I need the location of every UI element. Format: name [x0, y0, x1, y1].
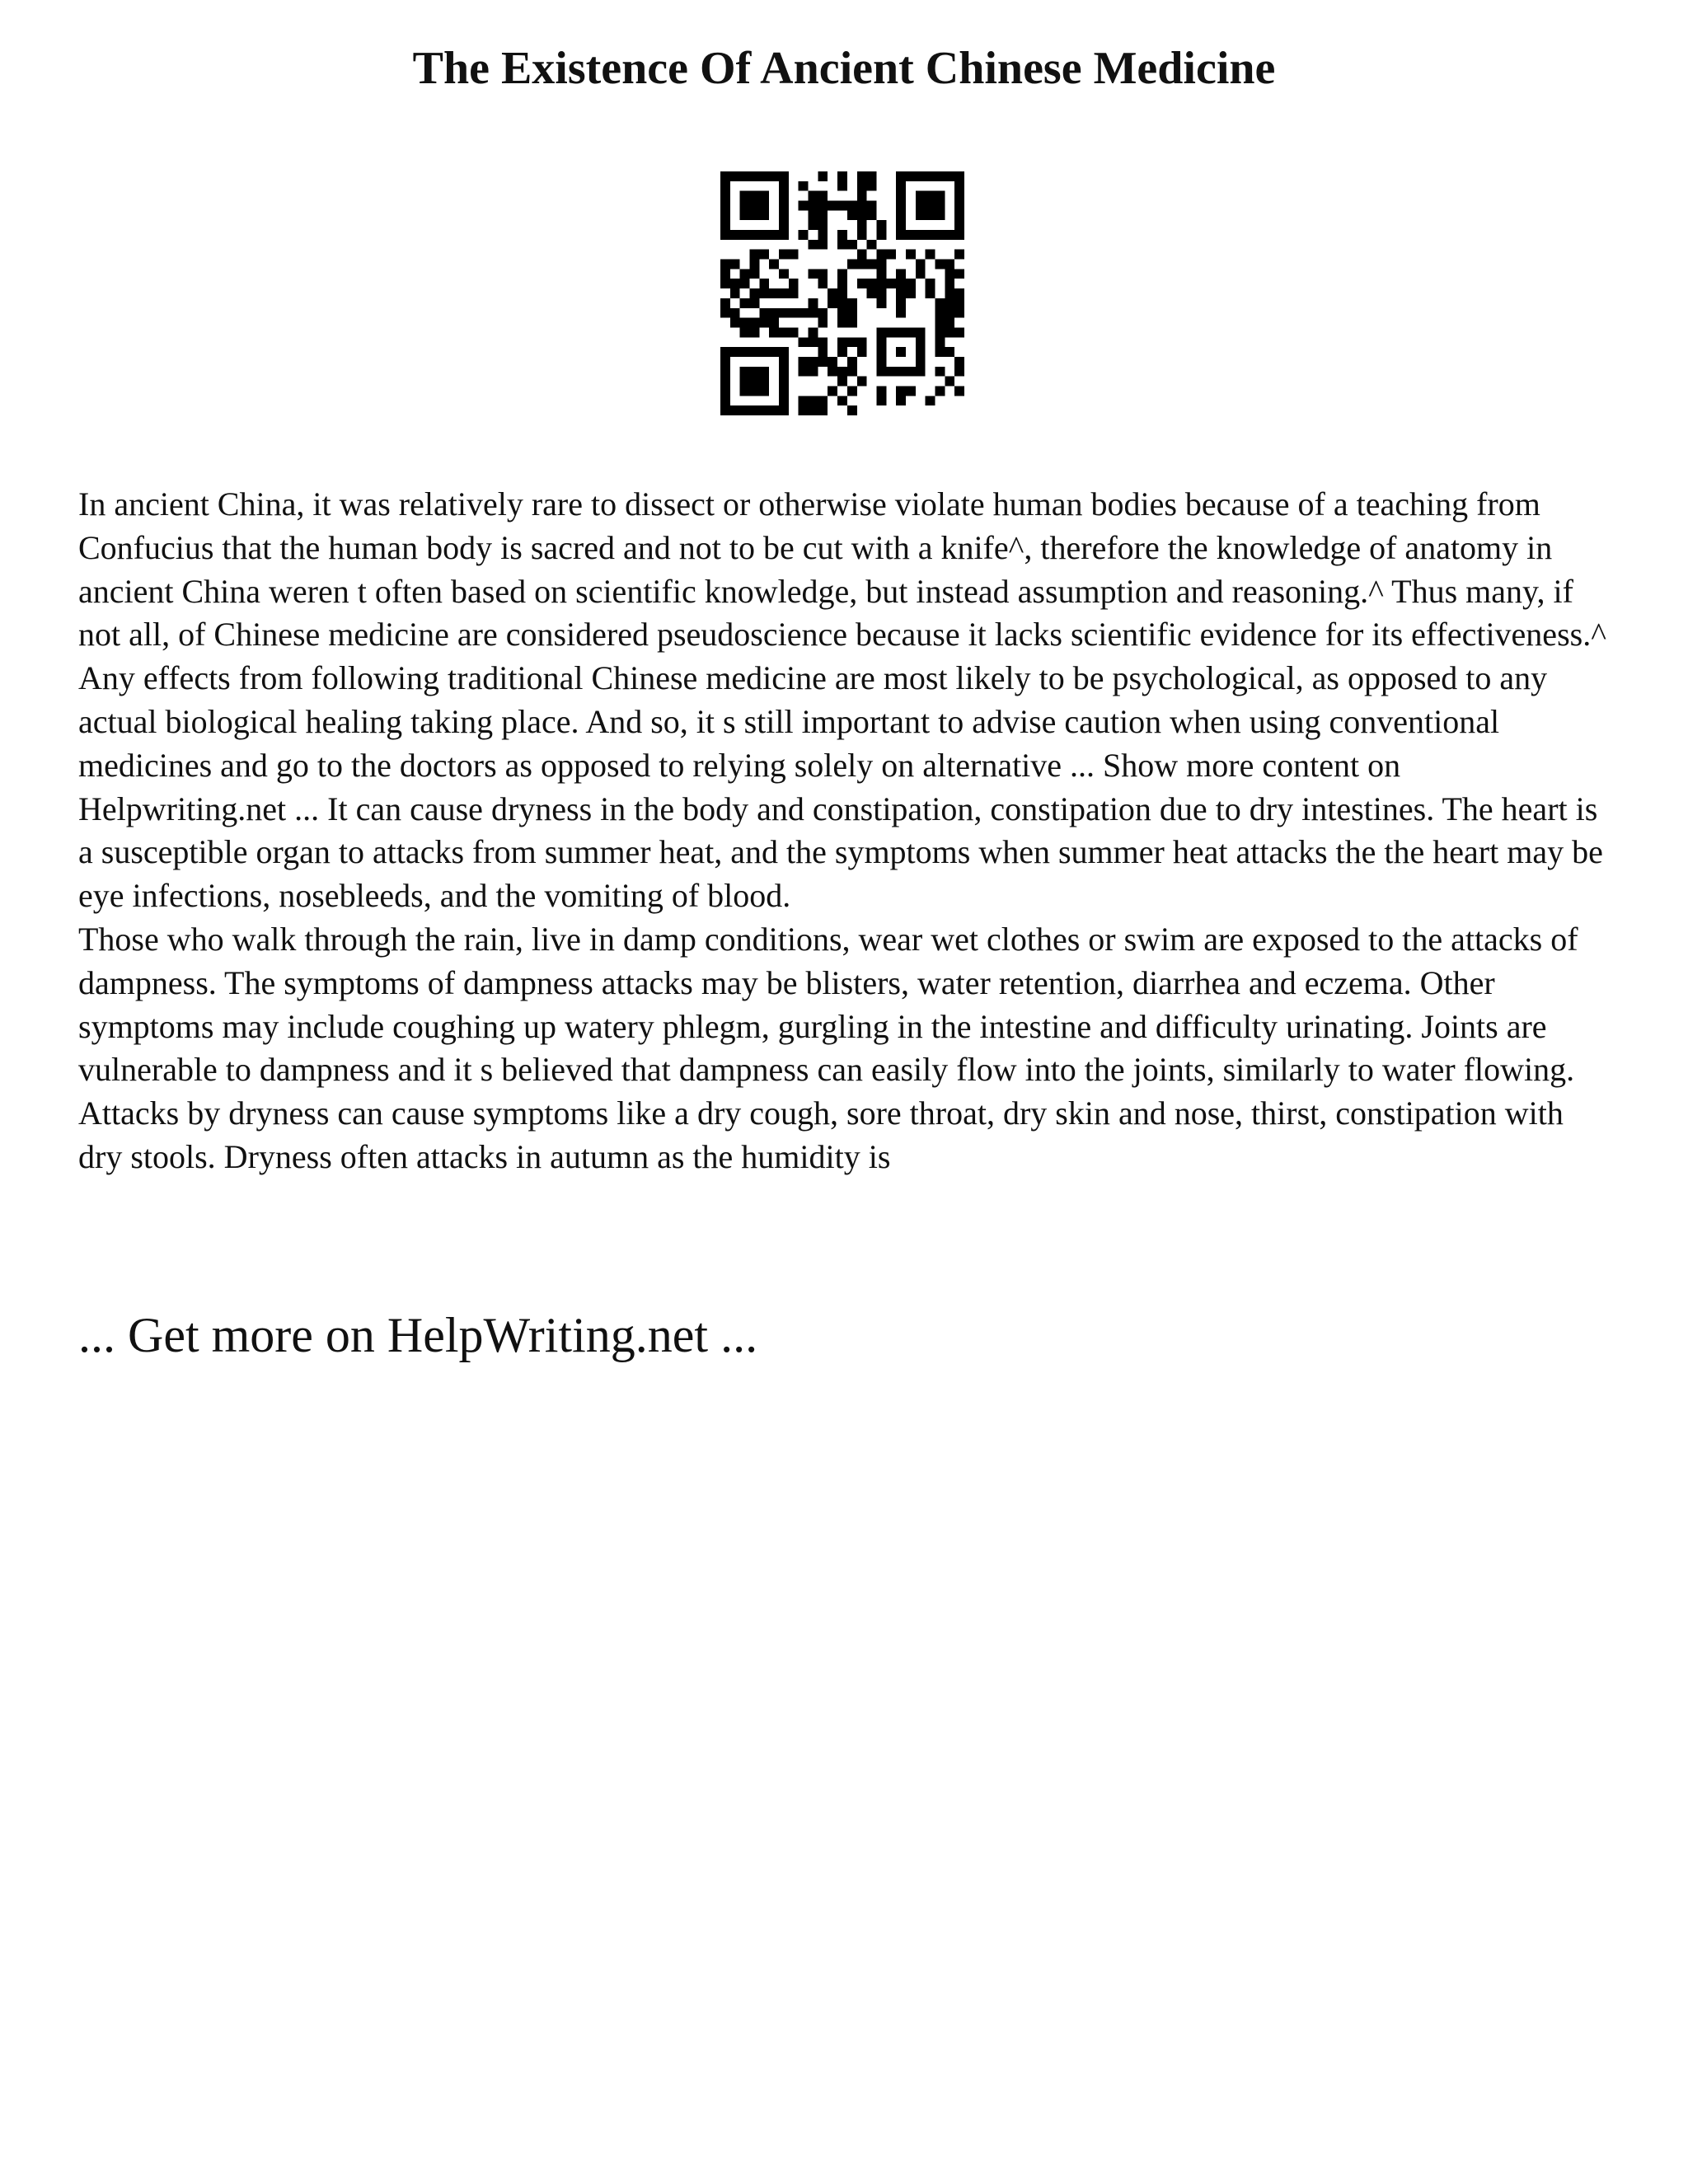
qr-module: [818, 171, 828, 181]
qr-module: [847, 357, 857, 367]
qr-module: [799, 308, 809, 318]
qr-module: [720, 308, 730, 318]
qr-module: [759, 250, 769, 260]
get-more-link[interactable]: ... Get more on HelpWriting.net ...: [78, 1308, 758, 1362]
qr-module: [847, 210, 857, 220]
qr-module: [818, 240, 828, 250]
qr-module: [837, 298, 847, 308]
qr-module: [730, 260, 740, 269]
qr-module: [916, 269, 926, 279]
qr-module: [945, 347, 954, 357]
qr-module: [847, 260, 857, 269]
qr-module: [779, 327, 789, 337]
qr-module: [857, 191, 867, 201]
qr-module: [926, 279, 935, 288]
qr-module: [779, 288, 789, 298]
qr-module: [837, 171, 847, 181]
qr-module: [809, 269, 818, 279]
qr-module: [867, 260, 877, 269]
page-title: The Existence Of Ancient Chinese Medicine: [412, 43, 1276, 94]
qr-module: [906, 279, 916, 288]
qr-module: [916, 260, 926, 269]
qr-module: [867, 288, 877, 298]
qr-module: [769, 260, 779, 269]
qr-module: [926, 396, 935, 405]
qr-module: [769, 308, 779, 318]
qr-module: [818, 279, 828, 288]
qr-module: [799, 337, 809, 347]
qr-module: [837, 269, 847, 279]
qr-module: [867, 171, 877, 181]
qr-module: [945, 288, 954, 298]
qr-module: [896, 396, 906, 405]
qr-module: [779, 269, 789, 279]
qr-module: [740, 279, 750, 288]
qr-module: [809, 405, 818, 415]
qr-module: [828, 201, 837, 211]
qr-module: [809, 220, 818, 230]
qr-module: [945, 269, 954, 279]
qr-module: [818, 308, 828, 318]
qr-module: [876, 279, 886, 288]
qr-module: [857, 201, 867, 211]
qr-module: [809, 337, 818, 347]
qr-module: [935, 386, 945, 396]
qr-module: [720, 279, 730, 288]
qr-module: [837, 230, 847, 240]
paragraph: Those who walk through the rain, live in damp conditions, wear wet clothes or swim are exposed to the attacks of dampness. The symptoms of dampness attacks may be blisters, water retention, diarrhea and eczema. Other symptoms may include coughing up watery phlegm, gurgling in the intestine and difficulty urinating. Joints are vulnerable to dampness and it s believed that dampness can easily flow into the joints, similarly to water flowing.: [78, 920, 1578, 1089]
qr-module: [876, 220, 886, 230]
qr-module: [809, 201, 818, 211]
qr-module: [769, 327, 779, 337]
qr-module: [954, 308, 964, 318]
qr-module: [847, 240, 857, 250]
qr-module: [945, 298, 954, 308]
qr-module: [750, 250, 760, 260]
qr-module: [896, 288, 906, 298]
qr-module: [857, 279, 867, 288]
qr-module: [818, 357, 828, 367]
qr-module: [867, 201, 877, 211]
qr-module: [750, 288, 760, 298]
qr-module: [954, 269, 964, 279]
qr-module: [828, 367, 837, 377]
qr-module: [740, 269, 750, 279]
qr-module: [818, 347, 828, 357]
qr-module: [818, 220, 828, 230]
qr-module: [847, 308, 857, 318]
qr-module: [818, 318, 828, 328]
qr-module: [799, 396, 809, 405]
qr-code-icon: [720, 171, 964, 415]
qr-module: [720, 260, 730, 269]
qr-module: [809, 357, 818, 367]
qr-module: [935, 367, 945, 377]
qr-module: [759, 318, 769, 328]
qr-module: [730, 288, 740, 298]
qr-module: [935, 260, 945, 269]
qr-module: [818, 405, 828, 415]
qr-module: [837, 396, 847, 405]
qr-module: [896, 386, 906, 396]
qr-module: [857, 337, 867, 347]
qr-module: [876, 386, 886, 396]
qr-module: [720, 298, 730, 308]
paragraph: In ancient China, it was relatively rare to dissect or otherwise violate human bodies because of a teaching from Confucius that the human body is sacred and not to be cut with a knife^, therefore the knowledge of anatomy in ancient China weren t often based on scientific knowledge, but instead assumption and reasoning.^ Thus many, if not all, of Chinese medicine are considered pseudoscience because it lacks scientific evidence for its effectiveness.^ Any effects from following traditional Chinese medicine are most likely to be psychological, as opposed to any actual biological healing taking place. And so, it s still important to advise caution when using conventional medicines and go to the doctors as opposed to relying solely on alternative ... Show more content on Helpwriting.net ... It can cause dryness in the body and constipation, constipation due to dry intestines. The heart is a susceptible organ to attacks from summer heat, and the symptoms when summer heat attacks the the heart may be eye infections, nosebleeds, and the vomiting of blood.: [78, 485, 1606, 915]
qr-module: [837, 288, 847, 298]
qr-module: [906, 250, 916, 260]
qr-module: [954, 357, 964, 367]
qr-module: [867, 240, 877, 250]
qr-module: [789, 288, 799, 298]
qr-module: [896, 269, 906, 279]
qr-module: [837, 347, 847, 357]
qr-module: [818, 269, 828, 279]
qr-module: [837, 308, 847, 318]
qr-module: [857, 347, 867, 357]
qr-module: [847, 337, 857, 347]
qr-module: [828, 357, 837, 367]
qr-module: [954, 327, 964, 337]
qr-module: [837, 367, 847, 377]
qr-module: [857, 377, 867, 387]
qr-module: [799, 367, 809, 377]
qr-module: [954, 386, 964, 396]
qr-module: [847, 318, 857, 328]
qr-module: [876, 260, 886, 269]
qr-module: [867, 181, 877, 191]
qr-module: [886, 250, 896, 260]
qr-module: [789, 279, 799, 288]
qr-module: [935, 298, 945, 308]
qr-module: [945, 377, 954, 387]
qr-module: [945, 327, 954, 337]
qr-module: [750, 318, 760, 328]
paragraph: Attacks by dryness can cause symptoms like a dry cough, sore throat, dry skin and nose, thirst, constipation with dry stools. Dryness often attacks in autumn as the humidity is: [78, 1094, 1564, 1175]
qr-module: [847, 367, 857, 377]
qr-module: [799, 357, 809, 367]
qr-module: [857, 250, 867, 260]
qr-module: [896, 298, 906, 308]
qr-module: [809, 298, 818, 308]
qr-module: [857, 260, 867, 269]
qr-module: [837, 240, 847, 250]
qr-module: [837, 377, 847, 387]
qr-module: [857, 230, 867, 240]
qr-module: [809, 240, 818, 250]
qr-module: [935, 308, 945, 318]
qr-module: [876, 396, 886, 405]
qr-module: [750, 260, 760, 269]
qr-module: [720, 269, 730, 279]
qr-module: [867, 210, 877, 220]
qr-module: [799, 230, 809, 240]
qr-module: [809, 308, 818, 318]
qr-module: [847, 386, 857, 396]
qr-module: [818, 210, 828, 220]
qr-module: [730, 308, 740, 318]
qr-module: [740, 298, 750, 308]
qr-module: [886, 279, 896, 288]
qr-module: [769, 318, 779, 328]
qr-module: [926, 288, 935, 298]
qr-module: [809, 191, 818, 201]
qr-module: [954, 288, 964, 298]
qr-module: [759, 288, 769, 298]
qr-module: [945, 279, 954, 288]
qr-module: [818, 230, 828, 240]
qr-module: [837, 279, 847, 288]
qr-module: [876, 269, 886, 279]
qr-module: [906, 288, 916, 298]
qr-module: [769, 288, 779, 298]
qr-module: [828, 386, 837, 396]
qr-module: [809, 327, 818, 337]
qr-module: [779, 308, 789, 318]
qr-module: [799, 181, 809, 191]
qr-module: [730, 279, 740, 288]
qr-module: [954, 250, 964, 260]
qr-module: [789, 327, 799, 337]
qr-module: [935, 347, 945, 357]
qr-module: [896, 279, 906, 288]
qr-module: [876, 288, 886, 298]
qr-module: [857, 171, 867, 181]
qr-module: [867, 279, 877, 288]
qr-module: [740, 327, 750, 337]
qr-module: [945, 308, 954, 318]
qr-module: [837, 201, 847, 211]
qr-module: [809, 210, 818, 220]
qr-module: [857, 181, 867, 191]
qr-module: [809, 367, 818, 377]
qr-module: [818, 396, 828, 405]
qr-module: [954, 367, 964, 377]
qr-module: [789, 308, 799, 318]
qr-module: [730, 318, 740, 328]
qr-module: [750, 298, 760, 308]
qr-module: [828, 298, 837, 308]
qr-module: [935, 337, 945, 347]
qr-module: [837, 318, 847, 328]
qr-module: [779, 250, 789, 260]
qr-module: [876, 298, 886, 308]
qr-module: [935, 327, 945, 337]
qr-module: [750, 327, 760, 337]
qr-module: [857, 220, 867, 230]
qr-module: [818, 337, 828, 347]
qr-module: [847, 201, 857, 211]
qr-module: [896, 308, 906, 318]
qr-module: [818, 201, 828, 211]
qr-module: [799, 201, 809, 211]
qr-module: [847, 298, 857, 308]
qr-module: [750, 269, 760, 279]
qr-module: [837, 181, 847, 191]
qr-module: [876, 230, 886, 240]
qr-module: [789, 250, 799, 260]
qr-module: [740, 318, 750, 328]
qr-module: [954, 298, 964, 308]
qr-module: [799, 405, 809, 415]
qr-module: [759, 279, 769, 288]
qr-module: [857, 210, 867, 220]
qr-module: [809, 396, 818, 405]
qr-module: [945, 260, 954, 269]
article-body: [78, 483, 1611, 1179]
qr-module: [759, 308, 769, 318]
qr-module: [847, 405, 857, 415]
qr-module: [876, 250, 886, 260]
qr-module: [935, 318, 945, 328]
qr-module: [818, 191, 828, 201]
qr-module: [926, 250, 935, 260]
qr-module: [906, 386, 916, 396]
qr-module: [837, 337, 847, 347]
qr-module: [828, 288, 837, 298]
qr-module: [945, 318, 954, 328]
